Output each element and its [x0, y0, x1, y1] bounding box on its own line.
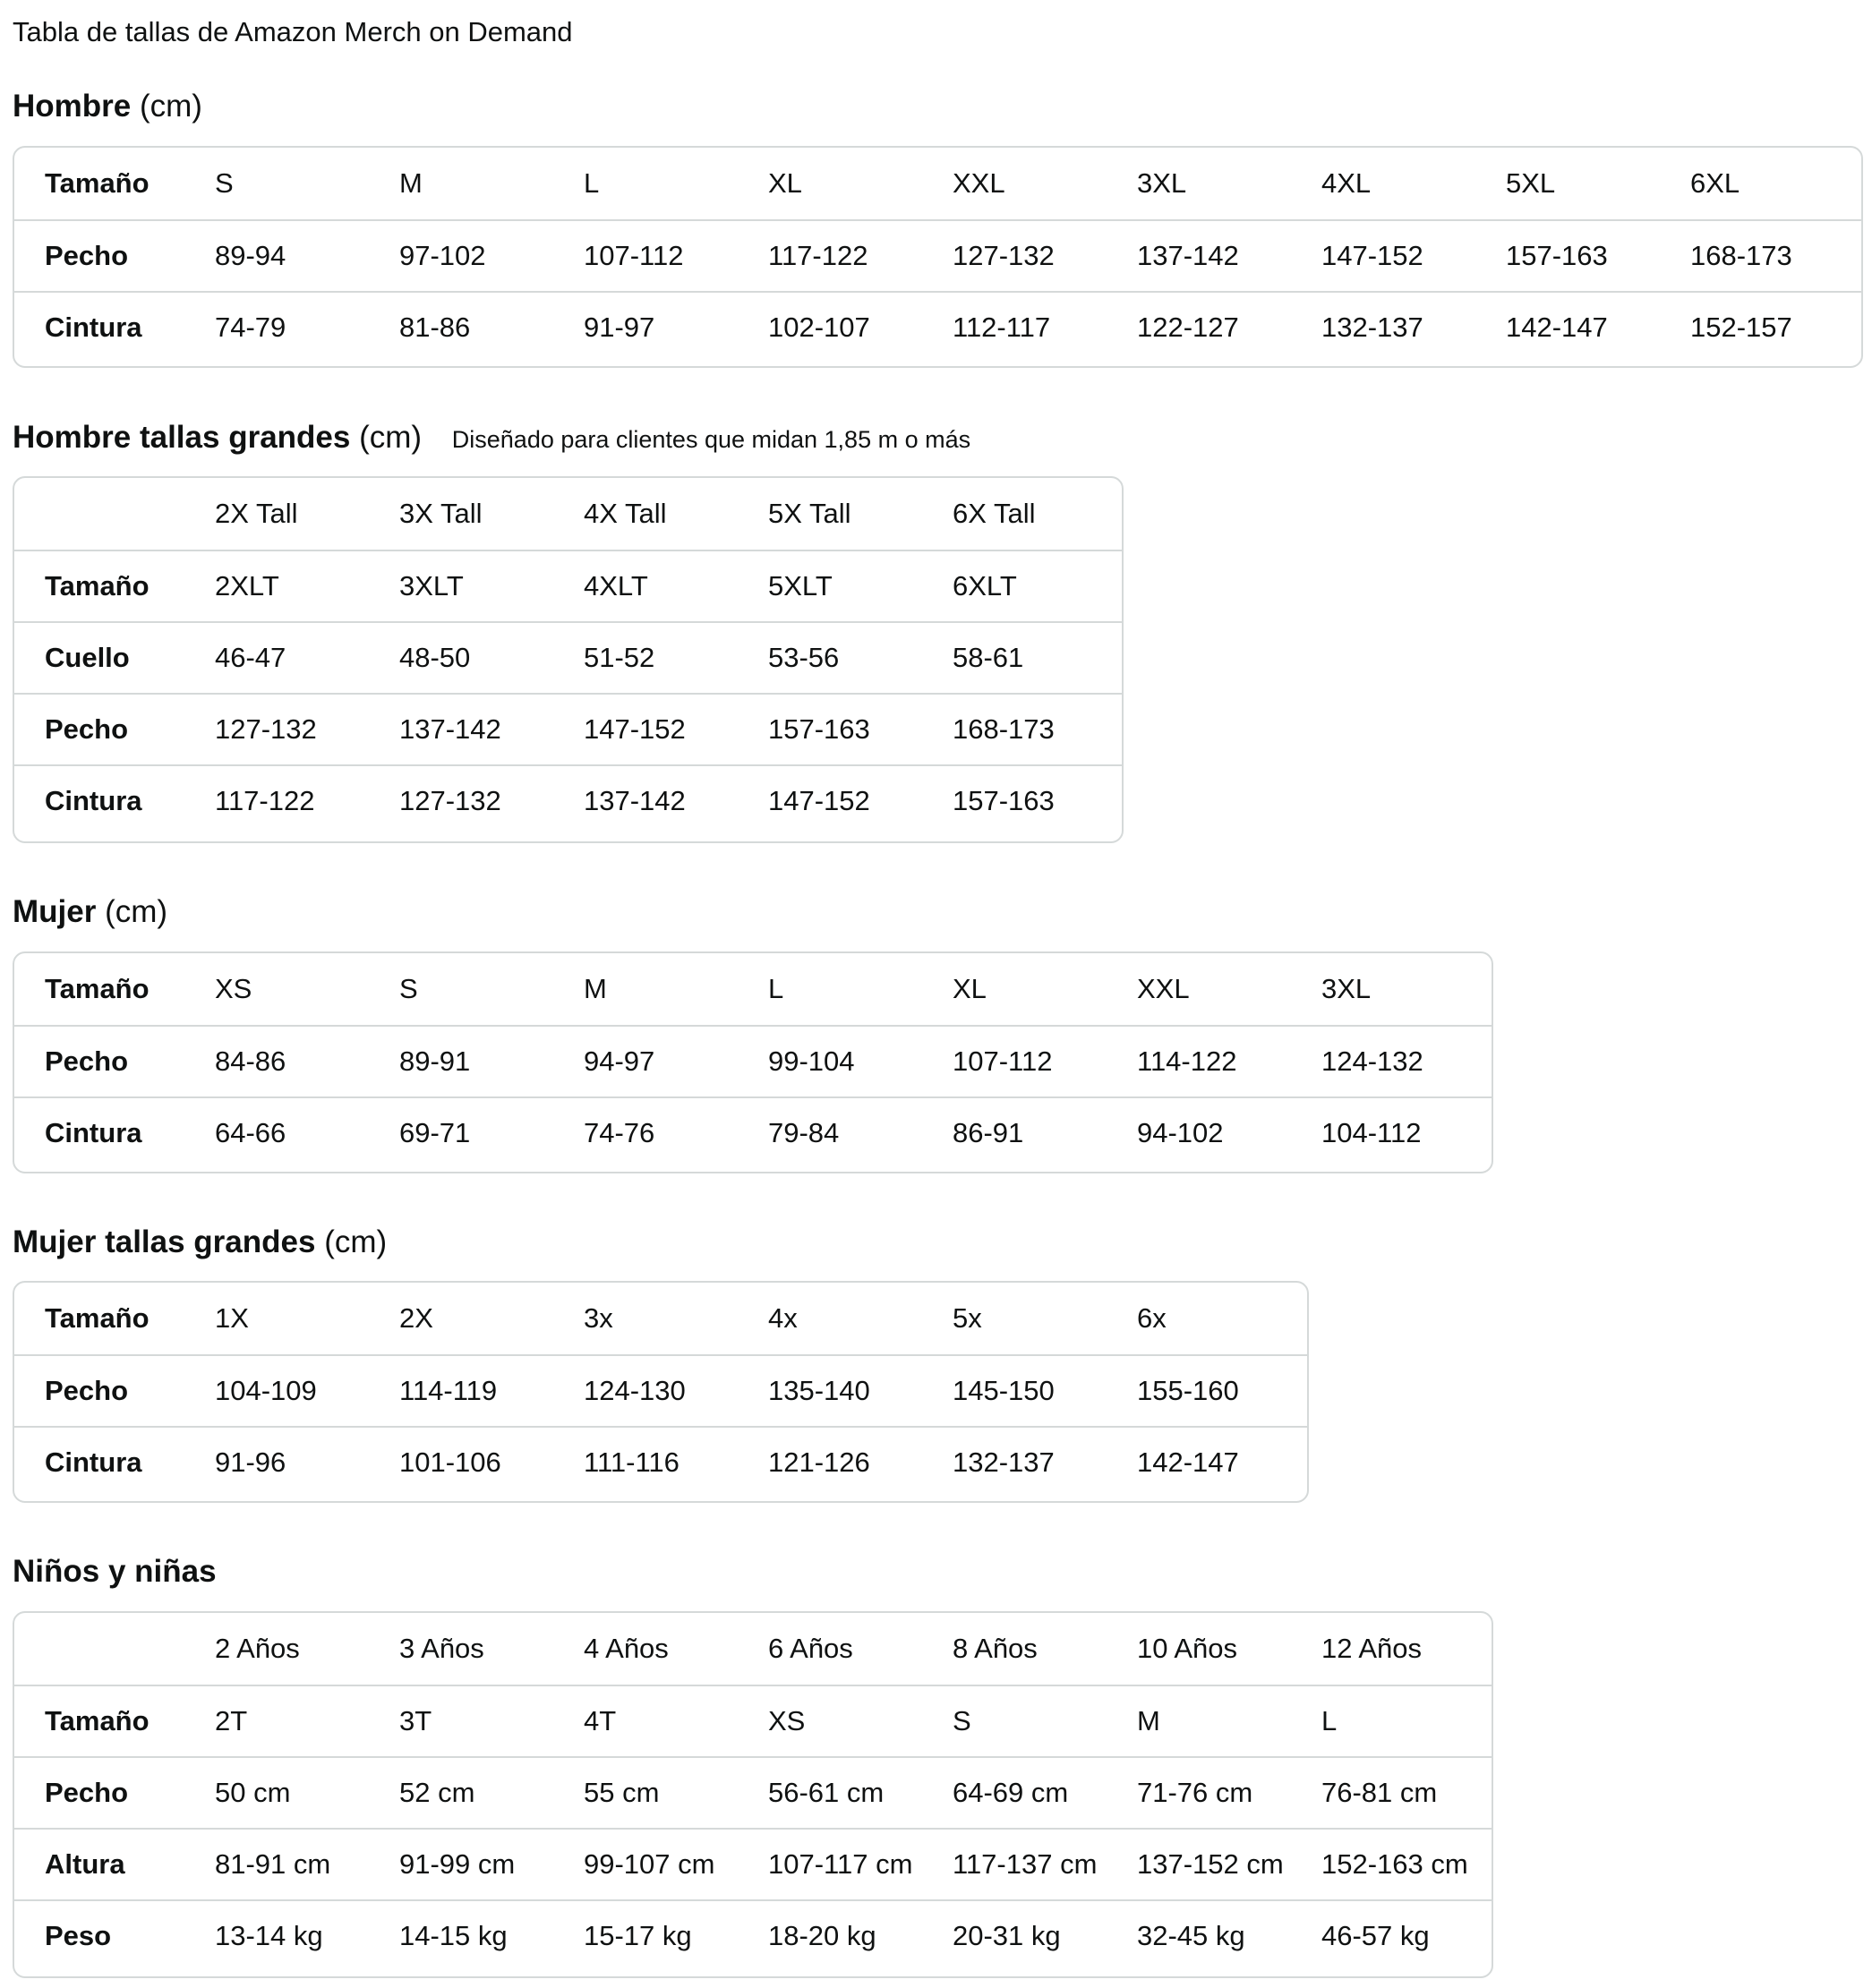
- table-cell: 74-76: [584, 1117, 655, 1148]
- row-label: Altura: [45, 1848, 125, 1880]
- section-title: Mujer tallas grandes: [13, 1224, 316, 1259]
- table-cell: 55 cm: [584, 1777, 660, 1808]
- table-cell: 91-97: [584, 311, 655, 343]
- table-cell: 64-69 cm: [953, 1777, 1069, 1808]
- table-cell: 132-137: [1321, 311, 1423, 343]
- table-cell: 56-61 cm: [768, 1777, 885, 1808]
- section-heading-mujer-tallas-grandes: [13, 1220, 387, 1265]
- table-cell: XL: [953, 973, 987, 1004]
- table-cell: 99-104: [768, 1045, 855, 1077]
- table-cell: 142-147: [1506, 311, 1608, 343]
- table-cell: M: [584, 973, 607, 1004]
- table-row: [14, 550, 1122, 621]
- section-heading-ninos-y-ninas: [13, 1549, 217, 1594]
- table-cell: 142-147: [1137, 1446, 1239, 1478]
- table-cell: 114-122: [1137, 1045, 1237, 1077]
- table-cell: 104-109: [215, 1375, 317, 1406]
- table-cell: 2 Años: [215, 1633, 300, 1664]
- table-cell: 91-99 cm: [399, 1848, 516, 1880]
- table-cell: L: [584, 167, 600, 199]
- table-cell: L: [768, 973, 784, 1004]
- table-cell: 81-86: [399, 311, 471, 343]
- table-cell: 147-152: [1321, 240, 1423, 271]
- table-cell: 4X Tall: [584, 498, 667, 529]
- table-cell: 2XLT: [215, 570, 279, 602]
- table-cell: 15-17 kg: [584, 1920, 692, 1951]
- table-cell: 74-79: [215, 311, 286, 343]
- table-cell: 157-163: [1506, 240, 1608, 271]
- row-label: Pecho: [45, 1375, 129, 1406]
- table-cell: S: [399, 973, 418, 1004]
- table-cell: 104-112: [1321, 1117, 1422, 1148]
- table-cell: 137-152 cm: [1137, 1848, 1284, 1880]
- table-cell: 5X Tall: [768, 498, 851, 529]
- table-cell: L: [1321, 1705, 1338, 1736]
- table-cell: 97-102: [399, 240, 486, 271]
- table-row: [14, 953, 1492, 1025]
- table-cell: 89-91: [399, 1045, 471, 1077]
- size-table-ninos-y-ninas: [13, 1611, 1493, 1978]
- size-table-hombre-tallas-grandes: [13, 476, 1124, 843]
- table-cell: 81-91 cm: [215, 1848, 331, 1880]
- table-row: [14, 764, 1122, 836]
- table-cell: 4XLT: [584, 570, 648, 602]
- table-cell: 10 Años: [1137, 1633, 1238, 1664]
- table-cell: 3X Tall: [399, 498, 483, 529]
- table-cell: XS: [215, 973, 252, 1004]
- table-cell: 5XLT: [768, 570, 833, 602]
- table-cell: 3 Años: [399, 1633, 484, 1664]
- table-cell: 20-31 kg: [953, 1920, 1061, 1951]
- table-cell: 52 cm: [399, 1777, 475, 1808]
- table-cell: 91-96: [215, 1446, 286, 1478]
- table-cell: 168-173: [953, 713, 1055, 745]
- table-cell: 152-157: [1690, 311, 1792, 343]
- table-cell: 71-76 cm: [1137, 1777, 1253, 1808]
- table-cell: 102-107: [768, 311, 870, 343]
- table-cell: 13-14 kg: [215, 1920, 323, 1951]
- table-cell: M: [1137, 1705, 1160, 1736]
- table-cell: 94-102: [1137, 1117, 1224, 1148]
- size-table-mujer-tallas-grandes: [13, 1281, 1309, 1503]
- row-label: Peso: [45, 1920, 112, 1951]
- table-cell: 94-97: [584, 1045, 655, 1077]
- table-cell: 3XL: [1137, 167, 1187, 199]
- table-cell: 53-56: [768, 642, 840, 673]
- table-cell: 135-140: [768, 1375, 870, 1406]
- table-cell: 5x: [953, 1302, 982, 1334]
- table-cell: 127-132: [215, 713, 317, 745]
- row-label: Pecho: [45, 1777, 129, 1808]
- section-unit: (cm): [359, 420, 423, 455]
- row-label: [14, 1613, 215, 1685]
- table-cell: 84-86: [215, 1045, 286, 1077]
- section-title: Niños y niñas: [13, 1554, 217, 1589]
- table-cell: 147-152: [768, 785, 870, 816]
- table-cell: XXL: [953, 167, 1005, 199]
- table-cell: 6x: [1137, 1302, 1167, 1334]
- section-title: Mujer: [13, 894, 97, 929]
- table-cell: 157-163: [953, 785, 1055, 816]
- table-cell: 117-122: [768, 240, 868, 271]
- table-cell: 76-81 cm: [1321, 1777, 1438, 1808]
- table-cell: 117-137 cm: [953, 1848, 1098, 1880]
- table-cell: 86-91: [953, 1117, 1024, 1148]
- table-cell: XL: [768, 167, 802, 199]
- table-cell: 107-112: [953, 1045, 1053, 1077]
- size-table-hombre: [13, 146, 1863, 368]
- table-cell: 127-132: [953, 240, 1055, 271]
- table-cell: 137-142: [399, 713, 501, 745]
- table-cell: 46-47: [215, 642, 286, 673]
- table-cell: 137-142: [1137, 240, 1239, 271]
- table-cell: 117-122: [215, 785, 315, 816]
- table-cell: 46-57 kg: [1321, 1920, 1430, 1951]
- table-row: [14, 1096, 1492, 1168]
- section-heading-hombre-tallas-grandes: [13, 415, 970, 462]
- table-cell: 2X: [399, 1302, 433, 1334]
- table-cell: 147-152: [584, 713, 686, 745]
- table-cell: 2T: [215, 1705, 248, 1736]
- table-cell: 6X Tall: [953, 498, 1036, 529]
- table-cell: XXL: [1137, 973, 1190, 1004]
- row-label: Cuello: [45, 642, 130, 673]
- row-label: Pecho: [45, 713, 129, 745]
- table-cell: 50 cm: [215, 1777, 291, 1808]
- row-label: Cintura: [45, 311, 142, 343]
- table-cell: 6 Años: [768, 1633, 853, 1664]
- row-label: Tamaño: [45, 570, 150, 602]
- table-row: [14, 291, 1861, 363]
- row-label: Pecho: [45, 240, 129, 271]
- table-cell: 4XL: [1321, 167, 1372, 199]
- table-cell: 89-94: [215, 240, 286, 271]
- table-cell: 137-142: [584, 785, 686, 816]
- table-cell: 155-160: [1137, 1375, 1239, 1406]
- table-row: [14, 1899, 1492, 1971]
- table-cell: M: [399, 167, 423, 199]
- section-heading-mujer: [13, 890, 167, 934]
- table-cell: 122-127: [1137, 311, 1239, 343]
- table-cell: 12 Años: [1321, 1633, 1423, 1664]
- table-cell: 3x: [584, 1302, 613, 1334]
- table-cell: 48-50: [399, 642, 471, 673]
- table-row: [14, 1354, 1307, 1426]
- table-cell: 5XL: [1506, 167, 1556, 199]
- table-cell: 127-132: [399, 785, 501, 816]
- section-note: Diseñado para clientes que midan 1,85 m o más: [451, 426, 971, 453]
- table-cell: 32-45 kg: [1137, 1920, 1245, 1951]
- table-row: [14, 1426, 1307, 1497]
- row-label: Tamaño: [45, 167, 150, 199]
- table-cell: 6XL: [1690, 167, 1740, 199]
- table-cell: XS: [768, 1705, 806, 1736]
- table-cell: 168-173: [1690, 240, 1792, 271]
- table-cell: 99-107 cm: [584, 1848, 715, 1880]
- table-cell: 2X Tall: [215, 498, 298, 529]
- section-unit: (cm): [105, 894, 168, 929]
- table-cell: S: [953, 1705, 971, 1736]
- row-label: Pecho: [45, 1045, 129, 1077]
- table-cell: 124-132: [1321, 1045, 1423, 1077]
- table-row: [14, 1756, 1492, 1828]
- table-cell: 132-137: [953, 1446, 1055, 1478]
- table-row: [14, 693, 1122, 764]
- table-cell: 4 Años: [584, 1633, 669, 1664]
- section-unit: (cm): [139, 89, 202, 124]
- section-title: Hombre: [13, 89, 132, 124]
- table-row: [14, 1685, 1492, 1756]
- table-cell: 14-15 kg: [399, 1920, 508, 1951]
- document-title: Tabla de tallas de Amazon Merch on Demand: [13, 16, 573, 47]
- table-row: [14, 621, 1122, 693]
- section-heading-hombre: [13, 84, 202, 129]
- table-cell: 69-71: [399, 1117, 471, 1148]
- row-label: Tamaño: [45, 1302, 150, 1334]
- table-cell: 114-119: [399, 1375, 498, 1406]
- table-row: [14, 1025, 1492, 1096]
- table-cell: 121-126: [768, 1446, 870, 1478]
- row-label: Cintura: [45, 1446, 142, 1478]
- table-cell: 1X: [215, 1302, 249, 1334]
- table-cell: 107-117 cm: [768, 1848, 913, 1880]
- table-cell: 64-66: [215, 1117, 286, 1148]
- table-row: [14, 1283, 1307, 1354]
- row-label: Cintura: [45, 785, 142, 816]
- table-cell: 3T: [399, 1705, 432, 1736]
- table-cell: 124-130: [584, 1375, 686, 1406]
- section-unit: (cm): [324, 1224, 388, 1259]
- row-label: Cintura: [45, 1117, 142, 1148]
- row-label: Tamaño: [45, 973, 150, 1004]
- table-cell: 112-117: [953, 311, 1051, 343]
- table-cell: 107-112: [584, 240, 684, 271]
- row-label: [14, 478, 215, 550]
- table-row: [14, 219, 1861, 291]
- table-cell: S: [215, 167, 234, 199]
- table-cell: 145-150: [953, 1375, 1055, 1406]
- table-row: [14, 478, 1122, 550]
- size-table-mujer: [13, 951, 1493, 1173]
- table-cell: 4T: [584, 1705, 617, 1736]
- table-cell: 4x: [768, 1302, 798, 1334]
- table-cell: 3XL: [1321, 973, 1372, 1004]
- table-cell: 8 Años: [953, 1633, 1038, 1664]
- row-label: Tamaño: [45, 1705, 150, 1736]
- table-cell: 101-106: [399, 1446, 501, 1478]
- section-title: Hombre tallas grandes: [13, 420, 351, 455]
- table-cell: 157-163: [768, 713, 870, 745]
- table-row: [14, 148, 1861, 219]
- table-cell: 6XLT: [953, 570, 1017, 602]
- table-cell: 111-116: [584, 1446, 680, 1478]
- table-row: [14, 1613, 1492, 1685]
- table-row: [14, 1828, 1492, 1899]
- table-cell: 58-61: [953, 642, 1024, 673]
- table-cell: 152-163 cm: [1321, 1848, 1468, 1880]
- table-cell: 51-52: [584, 642, 655, 673]
- table-cell: 18-20 kg: [768, 1920, 876, 1951]
- table-cell: 79-84: [768, 1117, 840, 1148]
- table-cell: 3XLT: [399, 570, 464, 602]
